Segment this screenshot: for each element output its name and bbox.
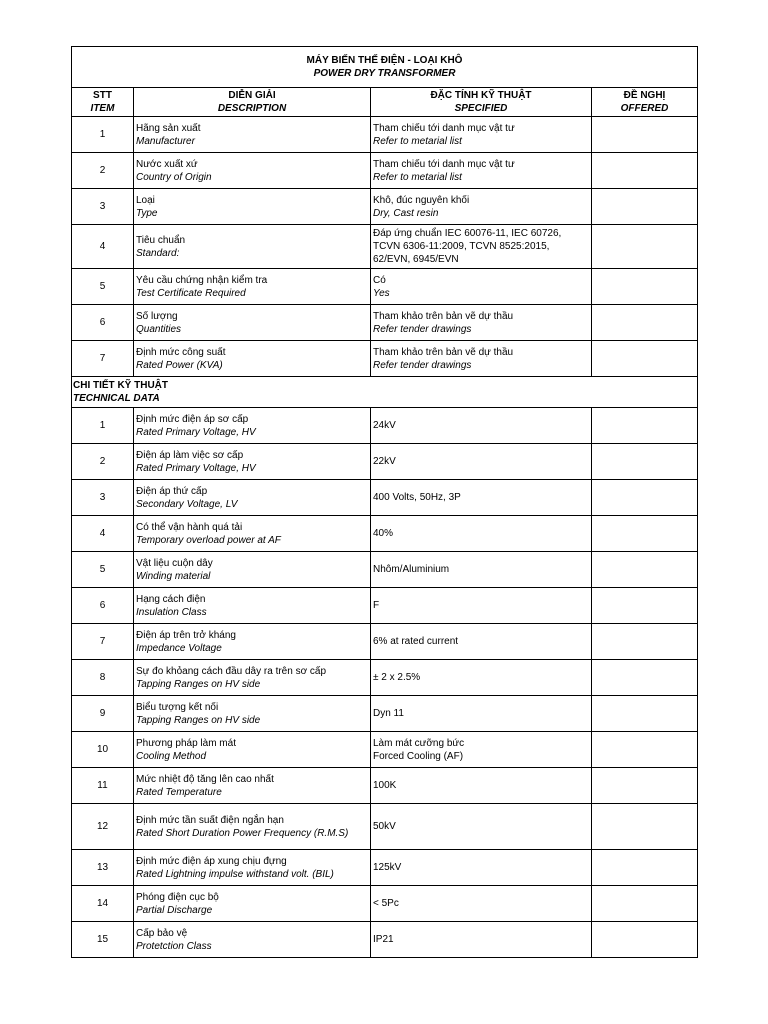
description-vi: Định mức điện áp xung chịu đựng [136, 855, 287, 867]
description-en: Test Certificate Required [136, 287, 246, 299]
specified-value-en: Refer to metarial list [373, 135, 462, 147]
description-cell [134, 732, 371, 768]
offered-cell [592, 225, 698, 269]
specified-value: Forced Cooling (AF) [373, 750, 464, 762]
header-offered-vi: ĐỀ NGHỊ [623, 90, 666, 101]
item-number: 2 [99, 456, 106, 467]
table-row [72, 886, 698, 922]
header-item-en: ITEM [90, 103, 115, 114]
section-title-vi: CHI TIẾT KỸ THUẬT [73, 380, 168, 391]
description-en: Winding material [136, 570, 211, 582]
header-description-vi: DIỄN GIẢI [228, 90, 276, 101]
description-cell [134, 804, 371, 850]
specified-cell [371, 588, 592, 624]
offered-cell [592, 444, 698, 480]
description-vi: Hạng cách điện [136, 593, 206, 605]
header-description [134, 88, 371, 117]
section-row [72, 377, 698, 408]
specified-value: Tham khảo trên bản vẽ dự thầu [373, 310, 514, 322]
description-cell [134, 922, 371, 958]
description-cell [134, 552, 371, 588]
specified-cell [371, 768, 592, 804]
description-vi: Điện áp làm việc sơ cấp [136, 449, 244, 461]
table-row [72, 444, 698, 480]
specified-cell [371, 804, 592, 850]
item-number: 5 [99, 564, 106, 575]
description-en: Rated Short Duration Power Frequency (R.M.S) [136, 827, 349, 839]
description-en: Rated Temperature [136, 786, 222, 798]
section-heading [72, 377, 371, 408]
description-cell [134, 269, 371, 305]
description-vi: Vật liệu cuộn dây [136, 557, 213, 569]
description-en: Rated Lightning impulse withstand volt. (BIL) [136, 868, 334, 880]
description-en: Cooling Method [136, 750, 207, 762]
offered-cell [592, 552, 698, 588]
item-number: 6 [99, 317, 106, 328]
item-number-cell [72, 732, 134, 768]
description-cell [134, 480, 371, 516]
description-cell [134, 850, 371, 886]
specified-cell [371, 732, 592, 768]
specified-value: Làm mát cưỡng bức [373, 737, 465, 749]
item-number-cell [72, 444, 134, 480]
item-number-cell [72, 922, 134, 958]
description-en: Insulation Class [136, 606, 207, 618]
description-cell [134, 305, 371, 341]
header-item [72, 88, 134, 117]
offered-cell [592, 804, 698, 850]
item-number-cell [72, 624, 134, 660]
header-specified-en: SPECIFIED [454, 103, 508, 114]
specified-value: IP21 [373, 934, 394, 945]
description-en: Impedance Voltage [136, 642, 222, 654]
description-vi: Tiêu chuẩn [136, 234, 186, 246]
item-number: 4 [99, 528, 106, 539]
description-cell [134, 341, 371, 377]
description-cell [134, 768, 371, 804]
item-number-cell [72, 225, 134, 269]
specified-value: 24kV [373, 420, 396, 431]
specified-cell [371, 444, 592, 480]
description-cell [134, 189, 371, 225]
description-cell [134, 153, 371, 189]
description-en: Tapping Ranges on HV side [136, 678, 261, 690]
item-number-cell [72, 189, 134, 225]
title-cell [72, 47, 698, 88]
table-row [72, 408, 698, 444]
item-number-cell [72, 768, 134, 804]
item-number-cell [72, 305, 134, 341]
specified-value: ± 2 x 2.5% [373, 672, 421, 683]
item-number: 6 [99, 600, 106, 611]
specified-value-en: Refer tender drawings [373, 359, 472, 371]
offered-cell [592, 886, 698, 922]
description-cell [134, 624, 371, 660]
item-number-cell [72, 341, 134, 377]
table-row [72, 696, 698, 732]
item-number: 3 [99, 201, 106, 212]
item-number: 8 [99, 672, 106, 683]
specified-value: F [373, 600, 380, 611]
description-cell [134, 444, 371, 480]
item-number: 7 [99, 636, 106, 647]
item-number: 13 [96, 862, 109, 873]
specified-cell [371, 886, 592, 922]
offered-cell [592, 768, 698, 804]
specified-value: 125kV [373, 862, 402, 873]
description-en: Standard: [136, 247, 180, 259]
description-en: Type [136, 207, 158, 219]
table-row [72, 922, 698, 958]
description-vi: Phương pháp làm mát [136, 737, 236, 749]
specified-cell [371, 696, 592, 732]
item-number: 1 [99, 420, 106, 431]
specified-value: 50kV [373, 821, 396, 832]
table-row [72, 624, 698, 660]
specified-value: 62/EVN, 6945/EVN [373, 254, 459, 265]
table-row [72, 305, 698, 341]
item-number-cell [72, 696, 134, 732]
section-filler [371, 377, 698, 408]
description-vi: Có thể vận hành quá tải [136, 521, 243, 533]
specified-value: Tham chiếu tới danh mục vật tư [373, 158, 515, 170]
description-vi: Nước xuất xứ [136, 158, 198, 170]
item-number: 7 [99, 353, 106, 364]
specified-value-en: Refer tender drawings [373, 323, 472, 335]
table-row [72, 269, 698, 305]
specified-cell [371, 408, 592, 444]
item-number-cell [72, 850, 134, 886]
description-cell [134, 225, 371, 269]
specified-cell [371, 660, 592, 696]
description-cell [134, 886, 371, 922]
offered-cell [592, 732, 698, 768]
specified-cell [371, 624, 592, 660]
section-title-en: TECHNICAL DATA [73, 393, 160, 404]
description-vi: Điện áp trên trở kháng [136, 629, 236, 641]
item-number-cell [72, 660, 134, 696]
header-offered [592, 88, 698, 117]
specified-cell [371, 922, 592, 958]
table-row [72, 768, 698, 804]
specified-value: Khô, đúc nguyên khối [373, 194, 470, 206]
item-number: 14 [96, 898, 109, 909]
description-en: Rated Power (KVA) [136, 359, 223, 371]
item-number-cell [72, 516, 134, 552]
table-row [72, 804, 698, 850]
description-cell [134, 588, 371, 624]
specified-cell [371, 189, 592, 225]
header-specified [371, 88, 592, 117]
specified-cell [371, 305, 592, 341]
spec-table-body [72, 47, 698, 958]
item-number: 1 [99, 129, 106, 140]
specified-value-en: Refer to metarial list [373, 171, 462, 183]
specified-cell [371, 153, 592, 189]
offered-cell [592, 117, 698, 153]
description-vi: Phóng điện cục bộ [136, 891, 219, 903]
offered-cell [592, 269, 698, 305]
table-row [72, 588, 698, 624]
specified-value: 400 Volts, 50Hz, 3P [373, 492, 461, 503]
item-number-cell [72, 117, 134, 153]
description-vi: Định mức tần suất điện ngắn hạn [136, 814, 284, 826]
specified-cell [371, 117, 592, 153]
item-number: 4 [99, 241, 106, 252]
specified-value: Nhôm/Aluminium [373, 564, 450, 575]
header-specified-vi: ĐẶC TÍNH KỸ THUẬT [430, 90, 532, 101]
table-row [72, 850, 698, 886]
specified-value: 40% [373, 528, 394, 539]
description-vi: Số lượng [136, 310, 178, 322]
offered-cell [592, 588, 698, 624]
table-row [72, 153, 698, 189]
description-en: Manufacturer [136, 135, 195, 147]
specified-value: 22kV [373, 456, 396, 467]
offered-cell [592, 624, 698, 660]
item-number: 5 [99, 281, 106, 292]
specified-value: 6% at rated current [373, 636, 459, 647]
description-vi: Hãng sản xuất [136, 122, 201, 134]
description-vi: Định mức công suất [136, 346, 226, 358]
header-description-en: DESCRIPTION [217, 103, 287, 114]
description-vi: Yêu cầu chứng nhận kiểm tra [136, 274, 268, 286]
offered-cell [592, 408, 698, 444]
description-cell [134, 696, 371, 732]
specified-value: TCVN 6306-11:2009, TCVN 8525:2015, [373, 241, 550, 252]
title-row [72, 47, 698, 88]
table-row [72, 660, 698, 696]
item-number-cell [72, 804, 134, 850]
description-vi: Cấp bảo vệ [136, 927, 188, 939]
table-row [72, 516, 698, 552]
specified-cell [371, 516, 592, 552]
specified-value: Tham chiếu tới danh mục vật tư [373, 122, 515, 134]
offered-cell [592, 696, 698, 732]
table-row [72, 117, 698, 153]
description-cell [134, 516, 371, 552]
description-vi: Loại [136, 194, 155, 206]
item-number: 3 [99, 492, 106, 503]
specified-value: 100K [373, 780, 397, 791]
specified-cell [371, 552, 592, 588]
description-vi: Sự đo khỏang cách đầu dây ra trên sơ cấp [136, 665, 327, 677]
table-row [72, 552, 698, 588]
spec-table [71, 46, 698, 958]
description-en: Secondary Voltage, LV [136, 498, 238, 510]
item-number: 2 [99, 165, 106, 176]
item-number: 10 [96, 744, 109, 755]
description-en: Rated Primary Voltage, HV [136, 426, 256, 438]
description-cell [134, 408, 371, 444]
specified-cell [371, 225, 592, 269]
item-number-cell [72, 269, 134, 305]
table-row [72, 225, 698, 269]
specified-value: Tham khảo trên bản vẽ dự thầu [373, 346, 514, 358]
specified-cell [371, 341, 592, 377]
table-row [72, 341, 698, 377]
description-vi: Mức nhiệt độ tăng lên cao nhất [136, 773, 274, 785]
description-vi: Điện áp thứ cấp [136, 485, 208, 497]
item-number-cell [72, 588, 134, 624]
item-number: 11 [97, 780, 108, 791]
item-number-cell [72, 408, 134, 444]
description-en: Partial Discharge [136, 904, 213, 916]
header-offered-en: OFFERED [620, 103, 669, 114]
item-number-cell [72, 552, 134, 588]
header-item-vi: STT [93, 90, 112, 101]
item-number-cell [72, 480, 134, 516]
document-title-en: POWER DRY TRANSFORMER [313, 68, 456, 79]
description-en: Country of Origin [136, 171, 212, 183]
offered-cell [592, 516, 698, 552]
description-en: Temporary overload power at AF [136, 534, 281, 546]
specified-value-en: Dry, Cast resin [373, 207, 439, 219]
document-title-vi: MÁY BIẾN THẾ ĐIỆN - LOẠI KHÔ [306, 55, 463, 66]
specified-value: Có [373, 274, 386, 286]
item-number: 12 [96, 821, 109, 832]
offered-cell [592, 922, 698, 958]
description-en: Tapping Ranges on HV side [136, 714, 261, 726]
description-vi: Định mức điện áp sơ cấp [136, 413, 249, 425]
item-number-cell [72, 886, 134, 922]
item-number: 15 [96, 934, 109, 945]
description-en: Quantities [136, 323, 182, 335]
offered-cell [592, 341, 698, 377]
specified-value: Đáp ứng chuẩn IEC 60076-11, IEC 60726, [373, 228, 562, 239]
item-number-cell [72, 153, 134, 189]
offered-cell [592, 305, 698, 341]
offered-cell [592, 660, 698, 696]
offered-cell [592, 850, 698, 886]
description-en: Rated Primary Voltage, HV [136, 462, 256, 474]
item-number: 9 [99, 708, 106, 719]
offered-cell [592, 480, 698, 516]
description-cell [134, 660, 371, 696]
table-row [72, 480, 698, 516]
offered-cell [592, 153, 698, 189]
specified-value: Dyn 11 [373, 708, 404, 719]
specified-cell [371, 850, 592, 886]
specified-cell [371, 269, 592, 305]
table-row [72, 732, 698, 768]
header-row [72, 88, 698, 117]
specified-cell [371, 480, 592, 516]
specified-value-en: Yes [373, 287, 390, 299]
description-vi: Biểu tượng kết nối [136, 701, 219, 713]
table-row [72, 189, 698, 225]
description-en: Protetction Class [136, 940, 212, 952]
specified-value: < 5Pc [373, 898, 399, 909]
offered-cell [592, 189, 698, 225]
description-cell [134, 117, 371, 153]
